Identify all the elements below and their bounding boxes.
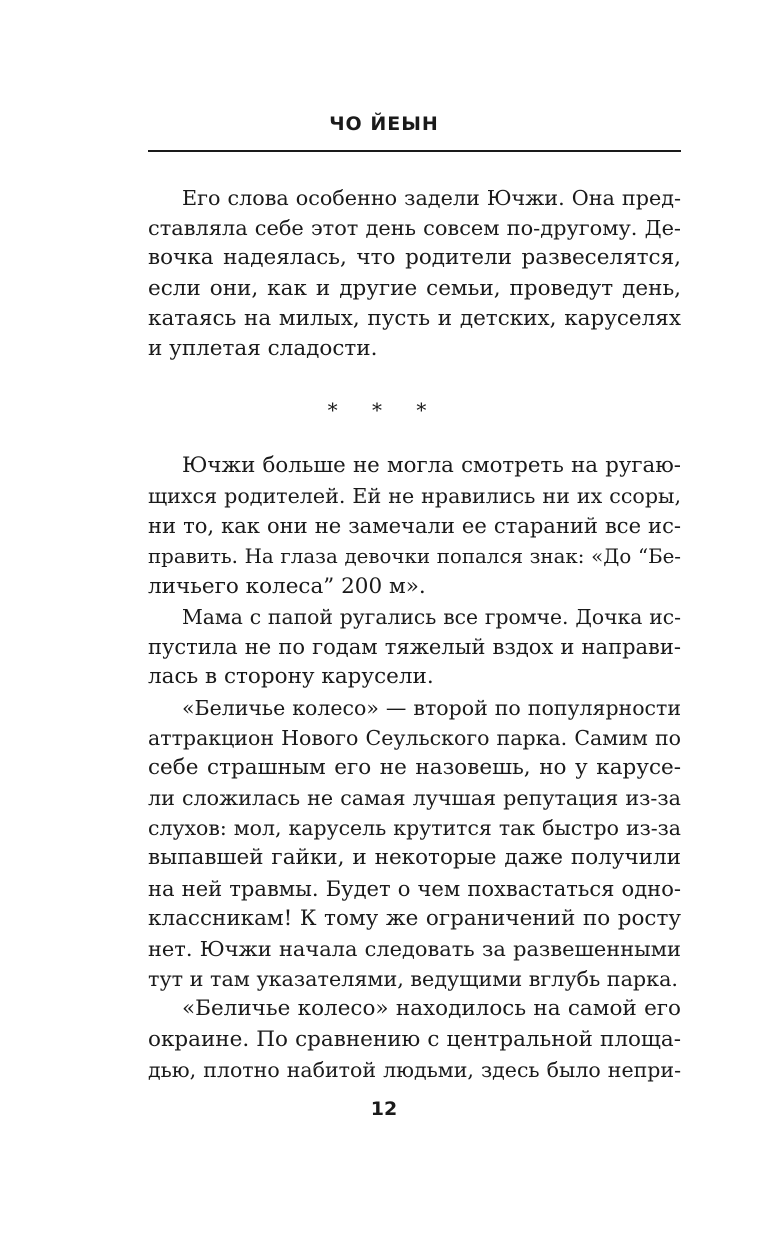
section-separator: * * * [327, 398, 441, 422]
paragraph [148, 994, 681, 1085]
text-line: выпавшей гайки, и некоторые даже получили [148, 845, 681, 871]
text-line: ставляла себе этот день совсем по-другому. Де- [148, 216, 681, 241]
text-line: классникам! К тому же ограничений по росту [148, 905, 681, 931]
text-block-bottom [148, 451, 681, 1085]
header-divider [148, 150, 681, 152]
text-line: на ней травмы. Будет о чем похвастаться одно- [148, 875, 681, 901]
text-line: Мама с папой ругались все громче. Дочка ис- [182, 604, 681, 629]
running-header-author: ЧО ЙЕЫН [329, 113, 439, 135]
text-line: дью, плотно набитой людьми, здесь было непри- [148, 1057, 681, 1082]
text-line: Ючжи больше не могла смотреть на ругаю- [182, 453, 681, 478]
text-line: «Беличье колесо» — второй по популярности [182, 695, 681, 720]
text-line: и уплетая сладости. [148, 335, 378, 361]
page-number: 12 [370, 1098, 398, 1120]
text-line: «Беличье колесо» находилось на самой его [182, 996, 681, 1022]
text-line: ли сложилась не самая лучшая репутация из-за [148, 786, 681, 811]
text-block-top [148, 183, 681, 364]
paragraph [148, 183, 681, 364]
text-line: лась в сторону карусели. [148, 664, 434, 690]
text-line: катаясь на милых, пусть и детских, каруселях [148, 305, 681, 331]
paragraph [148, 602, 681, 693]
text-line: Его слова особенно задели Ючжи. Она пред- [182, 186, 681, 210]
text-line: тут и там указателями, ведущими вглубь парка. [148, 967, 678, 992]
paragraph [148, 451, 681, 602]
text-line: себе страшным его не назовешь, но у карусе- [148, 754, 681, 780]
text-line: аттракцион Нового Сеульского парка. Самим по [148, 725, 681, 750]
text-line: щихся родителей. Ей не нравились ни их ссоры, [148, 484, 681, 509]
text-line: нет. Ючжи начала следовать за развешенными [148, 937, 681, 961]
paragraph [148, 693, 681, 995]
text-line: личьего колеса” 200 м». [148, 573, 426, 599]
text-line: если они, как и другие семьи, проведут день, [148, 275, 681, 301]
text-line: вочка надеялась, что родители развеселятся, [148, 245, 681, 271]
text-line: править. На глаза девочки попался знак: «До “Бе- [148, 544, 681, 568]
text-line: ни то, как они не замечали ее стараний все ис- [148, 513, 681, 539]
text-line: окраине. По сравнению с центральной площа- [148, 1026, 681, 1052]
text-line: слухов: мол, карусель крутится так быстро из-за [148, 816, 681, 841]
text-line: пустила не по годам тяжелый вздох и направи- [148, 634, 681, 660]
